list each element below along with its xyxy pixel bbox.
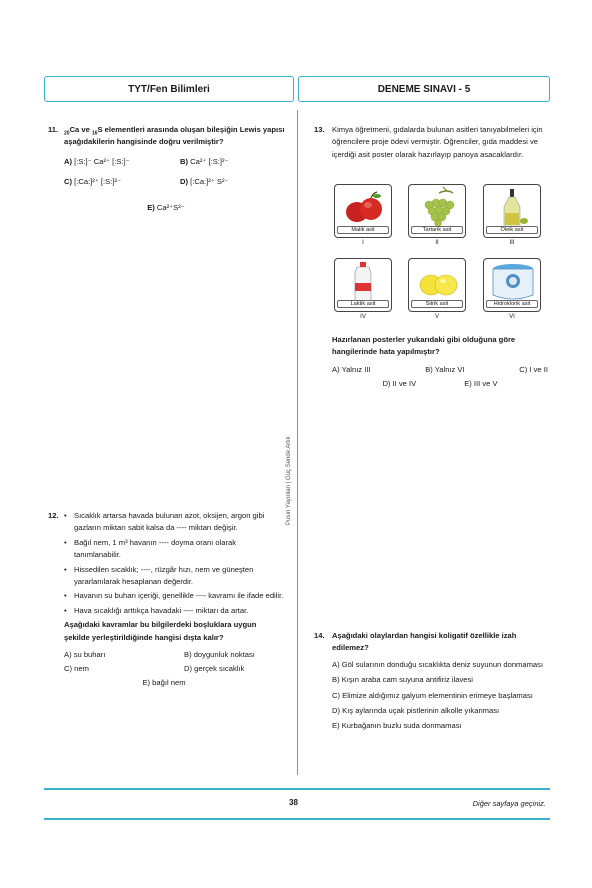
option-b[interactable]: B) Yalnız VI — [425, 364, 465, 374]
roman-numeral: VI — [509, 314, 515, 320]
lemon-icon — [409, 259, 467, 303]
pool-icon — [484, 259, 542, 303]
header-left — [44, 76, 294, 102]
option-c[interactable]: C) nem — [64, 664, 89, 674]
question-prompt: Aşağıdaki kavramlar bu bilgilerdeki boşluklara uygun şekilde yerleştirildiğinde hangisi dışta kalır? — [64, 620, 257, 642]
info-bullet: • Havanın su buharı içeriği, genellikle ---- kavramı ile ifade edilir. — [64, 590, 284, 602]
info-bullet: • Sıcaklık artarsa havada bulunan azot, oksijen, argon gibi gazların miktarı sabit kalsa da ---- miktarı değişir. — [64, 510, 284, 535]
option-e[interactable]: E) III ve V — [464, 378, 498, 388]
question-prompt: Hazırlanan posterler yukarıdaki gibi olduğuna göre hangilerinde hata yapılmıştır? — [332, 335, 516, 357]
question-number: 11. — [48, 125, 59, 134]
section-title: TYT/Fen Bilimleri — [128, 83, 210, 95]
card-label: Sitrik asit — [411, 300, 463, 308]
stem-part: Ca ve — [69, 125, 92, 134]
option-text: Ca²⁺S²⁻ — [156, 202, 185, 212]
column-divider — [297, 110, 298, 775]
option-letter: C) — [64, 176, 73, 186]
exam-title: DENEME SINAVI - 5 — [377, 83, 471, 95]
option-text: [:Ca:]²⁺ S²⁻ — [190, 176, 229, 186]
option-letter: B) — [180, 156, 189, 166]
option-letter: D) — [180, 176, 189, 186]
option-d[interactable]: D) Kış aylarında uçak pistlerinin alkolle yıkanması — [332, 706, 500, 716]
option-c[interactable]: C) Elimize aldığımız galyum elementinin erimeye başlaması — [332, 690, 533, 700]
milk-carton-icon — [335, 259, 393, 303]
question-13-prompt — [332, 334, 548, 391]
option-e[interactable] — [147, 201, 185, 215]
option-a[interactable]: A) su buharı — [64, 650, 106, 660]
question-12 — [48, 510, 284, 690]
option-a[interactable]: A) Göl sularının donduğu sıcaklıkta deniz suyunun donmaması — [332, 659, 544, 669]
stem-part: S elementleri arasında oluşan bileşiğin Lewis yapısı aşağıdakilerin hangisinde doğru verilmiştir? — [64, 125, 285, 147]
publisher-side-text: Pusın Yayınları | Güç Sende Artık — [286, 436, 292, 525]
info-bullet: • Hissedilen sıcaklık; ----, rüzgâr hızı, nem ve güneşten yararlanılarak hesaplanan değerdir. — [64, 564, 284, 589]
next-page-note: Diğer sayfaya geçiniz. — [472, 799, 546, 808]
option-e[interactable]: E) Kurbağanın buzlu suda donmaması — [332, 721, 462, 731]
poster-card — [408, 184, 466, 238]
option-text: [:S:]⁻ Ca²⁺ [:S:]⁻ — [74, 156, 130, 166]
grapes-icon — [409, 185, 467, 229]
option-text: [:Ca:]²⁺ [:S:]²⁻ — [74, 176, 121, 186]
footer-top-line — [44, 788, 550, 790]
oil-bottle-icon — [484, 185, 542, 229]
option-text: Ca²⁺ [:S:]²⁻ — [190, 156, 229, 166]
info-bullet: • Bağıl nem, 1 m³ havanın ---- doyma oranı olarak tanımlanabilir. — [64, 537, 284, 562]
option-b[interactable]: B) doygunluk noktası — [184, 650, 255, 660]
option-a[interactable] — [64, 155, 180, 175]
question-13 — [314, 124, 550, 161]
option-c[interactable]: C) I ve II — [519, 364, 548, 374]
apple-icon — [335, 185, 393, 229]
question-number: 13. — [314, 125, 325, 134]
atomic-number-ca: 20 — [64, 130, 70, 137]
roman-numeral: III — [509, 240, 515, 246]
question-prompt: Aşağıdaki olaylardan hangisi koligatif özellikle izah edilemez? — [332, 631, 517, 653]
option-e[interactable]: E) bağıl nem — [142, 678, 186, 688]
question-stem: Kimya öğretmeni, gıdalarda bulunan asitleri tanıyabilmeleri için öğrencilere proje ödevi vermiştir. Öğrenciler, gıda maddesi ve içerdiği asit poster olarak hazırlayıp panoya asacaklardır. — [332, 125, 543, 159]
card-label: Malik asit — [337, 226, 389, 234]
option-a[interactable]: A) Yalnız III — [332, 364, 371, 374]
option-d[interactable]: D) gerçek sıcaklık — [184, 664, 245, 674]
question-11 — [48, 124, 288, 215]
question-stem — [64, 124, 288, 149]
card-label: Laktik asit — [337, 300, 389, 308]
option-c[interactable] — [64, 175, 180, 197]
option-d[interactable] — [180, 175, 229, 197]
atomic-number-s: 16 — [91, 130, 98, 137]
card-label: Hidroklorik asit — [486, 300, 538, 308]
roman-numeral: I — [362, 240, 364, 246]
footer-bottom-line — [44, 818, 550, 820]
card-label: Tartarik asit — [411, 226, 463, 234]
roman-numeral: IV — [360, 314, 366, 320]
question-number: 14. — [314, 631, 325, 640]
option-letter: E) — [147, 202, 155, 212]
poster-card — [483, 184, 541, 238]
poster-card — [408, 258, 466, 312]
poster-card — [334, 258, 392, 312]
question-number: 12. — [48, 511, 59, 520]
roman-numeral: II — [435, 240, 439, 246]
poster-card — [334, 184, 392, 238]
question-14 — [314, 630, 550, 733]
card-label: Oleik asit — [486, 226, 538, 234]
header-right — [298, 76, 550, 102]
option-b[interactable]: B) Kışın araba cam suyuna antifiriz ilavesi — [332, 675, 473, 685]
poster-card — [483, 258, 541, 312]
info-bullet: • Hava sıcaklığı arttıkça havadaki ---- miktarı da artar. — [64, 605, 284, 617]
roman-numeral: V — [434, 314, 439, 320]
option-d[interactable]: D) II ve IV — [382, 378, 417, 388]
option-letter: A) — [64, 156, 73, 166]
page-number: 38 — [289, 798, 298, 807]
option-b[interactable] — [180, 155, 229, 175]
